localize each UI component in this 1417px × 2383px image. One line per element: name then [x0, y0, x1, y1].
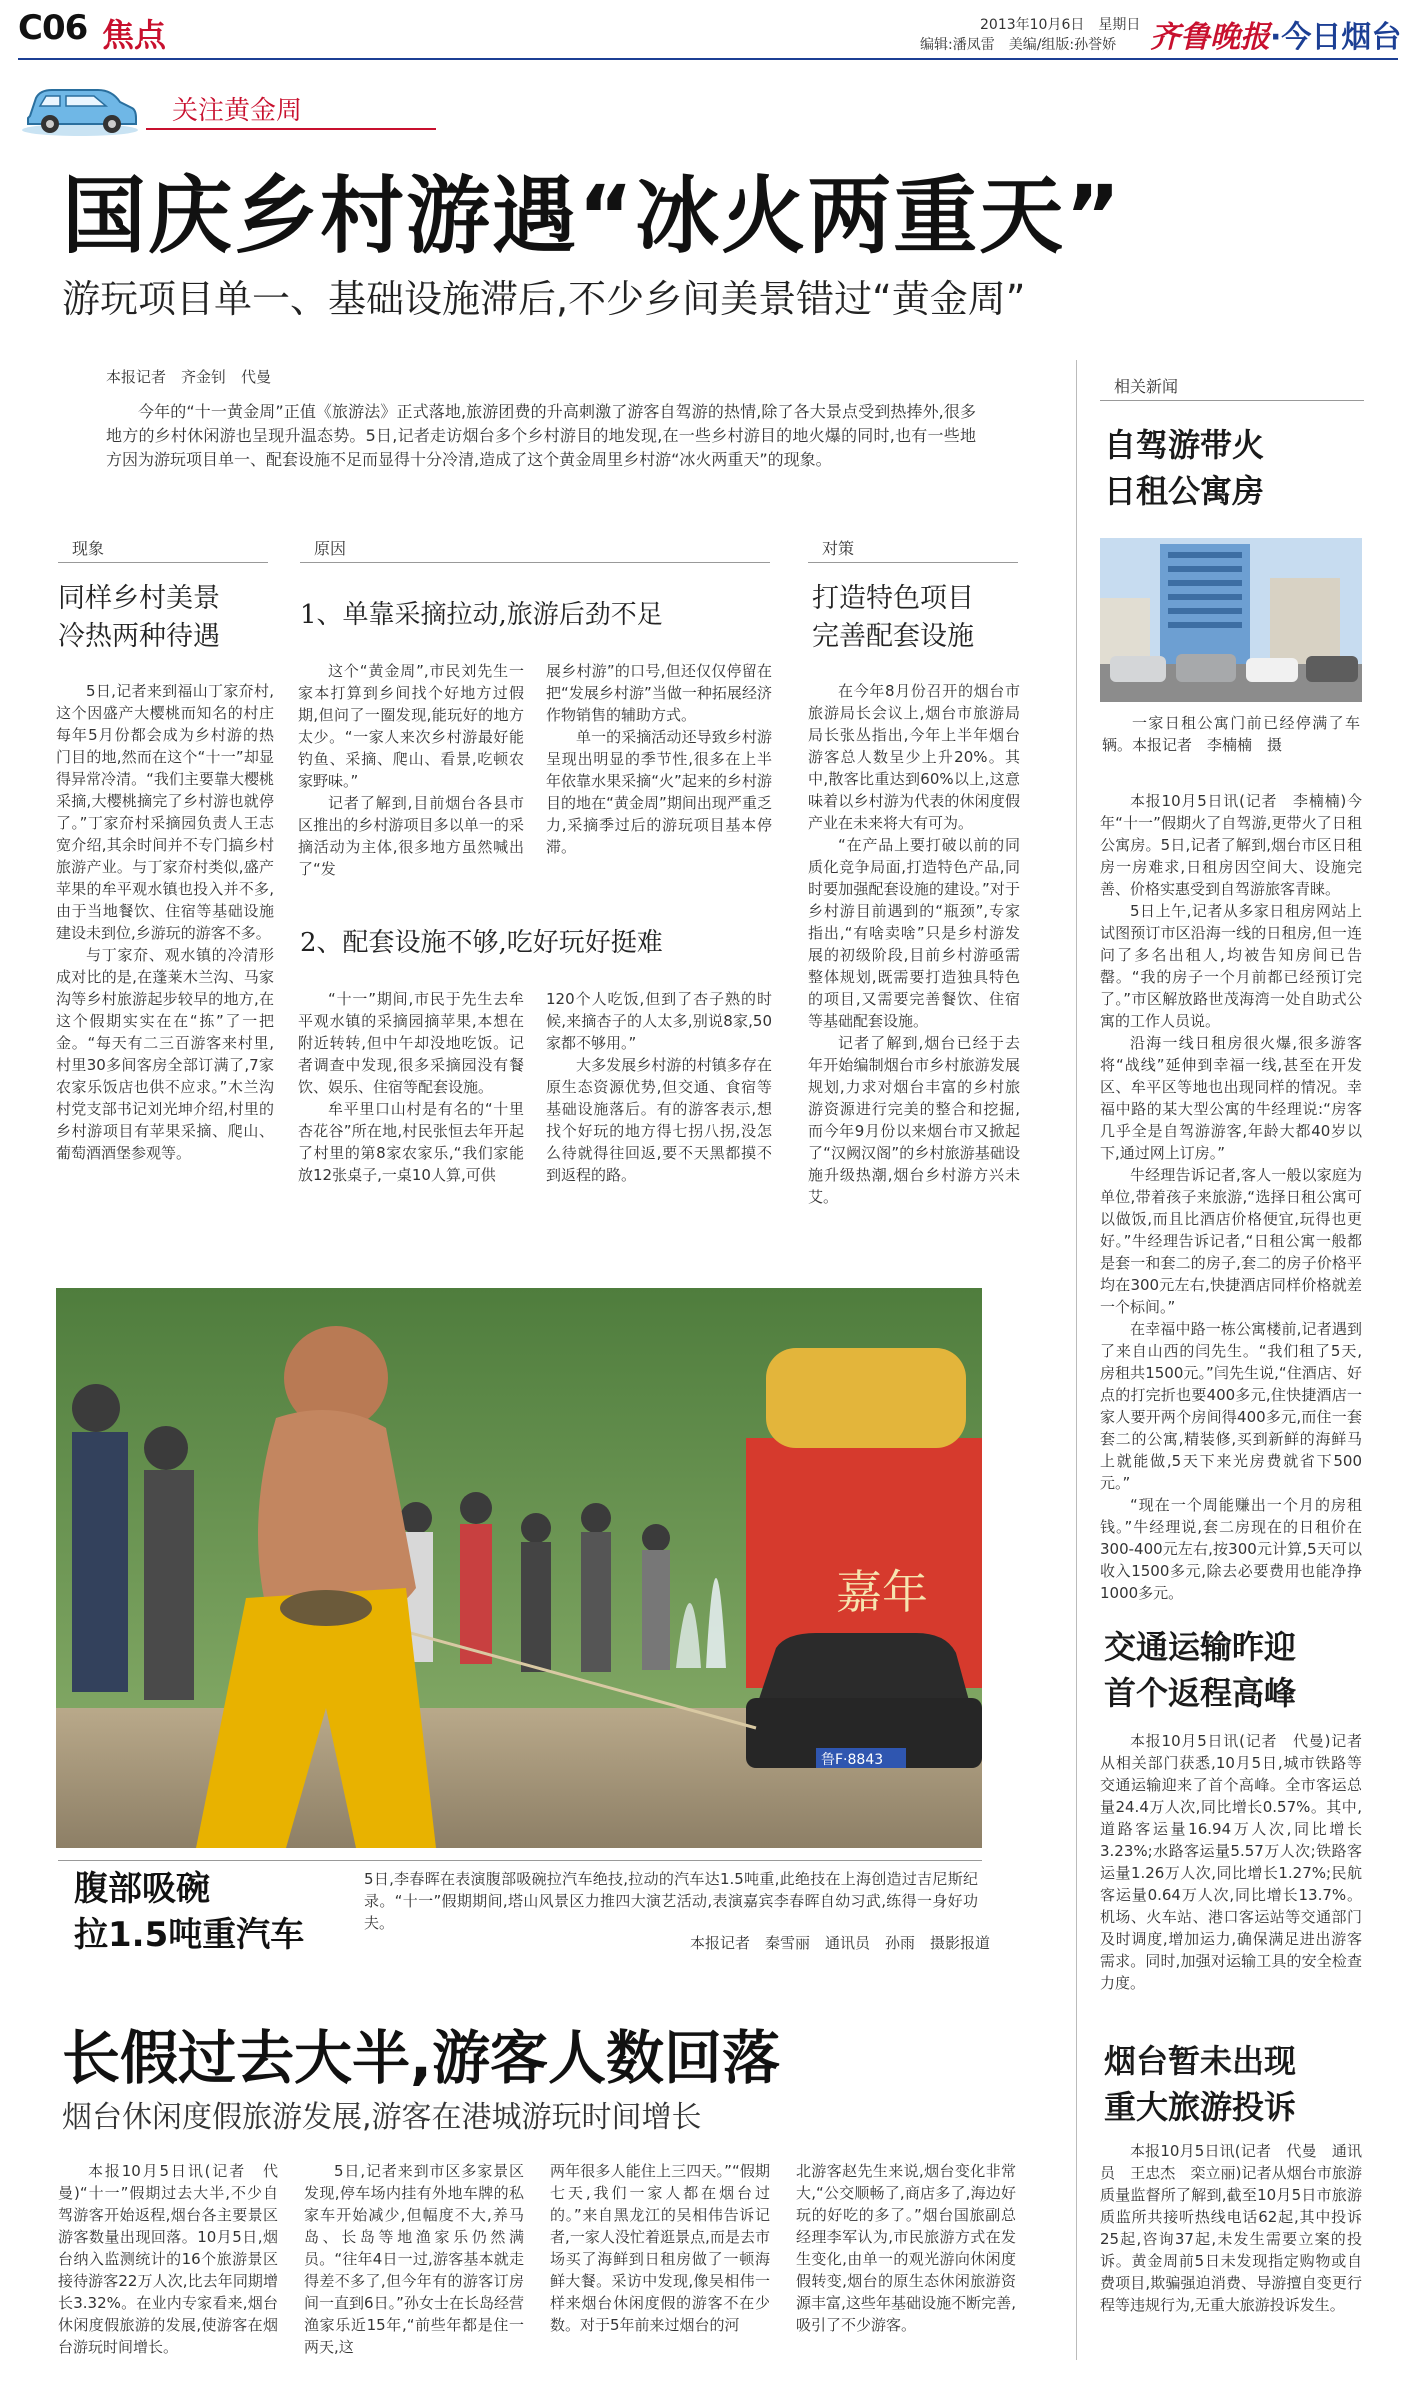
col2-paragraph: 记者了解到,目前烟台各县市区推出的乡村游项目多以单一的采摘活动为主体,很多地方虽然喊出了“发: [298, 794, 524, 878]
col2-block1-right: [546, 660, 772, 858]
sidebar-paragraph: 本报10月5日讯(记者 代曼 通讯员 王忠杰 栾立丽)记者从烟台市旅游质量监督所了解到,截至10月5日市旅游质监所共接听热线电话62起,其中投诉25起,咨询37起,未发生需要立案的投诉。黄金周前5日未发现指定购物或自费项目,欺骗强迫消费、导游擅自变更行程等违规行为,无重大旅游投诉发生。: [1100, 2142, 1362, 2314]
masthead: [0, 0, 1417, 64]
col1-heading: 同样乡村美景 冷热两种待遇: [58, 583, 220, 652]
bottom-subheadline: 烟台休闲度假旅游发展,游客在港城游玩时间增长: [62, 2100, 702, 2135]
photo-credit: 本报记者 秦雪丽 通讯员 孙雨 摄影报道: [690, 1934, 991, 1952]
byline: 本报记者 齐金钊 代曼: [106, 368, 272, 386]
col3-body: [808, 680, 1020, 1208]
topic-tag: [20, 78, 440, 138]
bottom-col-1: 本报10月5日讯(记者 代曼)“十一”假期过去大半,不少自驾游客开始返程,烟台各主要景区游客数量出现回落。10月5日,烟台纳入监测统计的16个旅游景区接待游客22万人次,比去年同期增长3.32%。在业内专家看来,烟台休闲度假旅游的发展,使游客在烟台游玩时间增长。: [58, 2162, 278, 2356]
sidebar-divider: [1076, 360, 1077, 2360]
col3-paragraph: 在今年8月份召开的烟台市旅游局长会议上,烟台市旅游局局长张丛指出,今年上半年烟台游客总人数呈少上升20%。其中,散客比重达到60%以上,这意味着以乡村游为代表的休闲度假产业在未来将大有可为。: [808, 682, 1020, 832]
col2-paragraph: 牟平里口山村是有名的“十里杏花谷”所在地,村民张恒去年开起了村里的第8家农家乐,“我们家能放12张桌子,一桌10人算,可供: [298, 1100, 524, 1184]
col2-paragraph: “十一”期间,市民于先生去牟平观水镇的采摘园摘苹果,本想在附近转转,但中午却没地吃饭。记者调查中发现,很多采摘园没有餐饮、娱乐、住宿等配套设施。: [298, 990, 524, 1096]
col3-paragraph: “在产品上要打破以前的同质化竞争局面,打造特色产品,同时要加强配套设施的建设。”对于乡村游目前遇到的“瓶颈”,专家指出,“有啥卖啥”只是乡村游发展的初级阶段,目前乡村游亟需整体规划,既需要打造独具特色的项目,又需要完善餐饮、住宿等基础配套设施。: [808, 836, 1020, 1030]
col1-body: [56, 680, 274, 1164]
sidebar-story3-body: [1100, 2140, 1362, 2316]
col2-block2-right: [546, 988, 772, 1186]
page-number: C06: [18, 8, 88, 48]
col2-heading-1: 1、单靠采摘拉动,旅游后劲不足: [300, 600, 663, 630]
sidebar-story3-title: 烟台暂未出现 重大旅游投诉: [1104, 2042, 1297, 2126]
sidebar-paragraph: 牛经理告诉记者,客人一般以家庭为单位,带着孩子来旅游,“选择日租公寓可以做饭,而且比酒店价格便宜,玩得也更好。”牛经理告诉记者,“日租公寓一般都是套一和套二的房子,套二的房子价格平均在300元左右,快捷酒店同样价格就差一个标间。”: [1100, 1166, 1362, 1316]
sidebar-paragraph: 在幸福中路一栋公寓楼前,记者遇到了来自山西的闫先生。“我们租了5天,房租共1500元。”闫先生说,“住酒店、好点的打完折也要400多元,住快捷酒店一家人要开两个房间得400多元,而住一套套二的公寓,精装修,买到新鲜的海鲜马上就能做,5天下来光房费就省下500元。”: [1100, 1320, 1362, 1492]
col1-paragraph: 与丁家夼、观水镇的冷清形成对比的是,在蓬莱木兰沟、马家沟等乡村旅游起步较早的地方,在这个假期实实在在“拣”了一把金。“每天有二三百游客来村里,村里30多间客房全部订满了,7家农家乐饭店也供不应求。”木兰沟村党支部书记刘光坤介绍,村里的乡村游项目有苹果采摘、爬山、葡萄酒酒堡参观等。: [56, 946, 274, 1162]
lead-paragraph: [106, 400, 976, 472]
sidebar-story1-body: [1100, 790, 1362, 1604]
col2-paragraph: 120个人吃饭,但到了杏子熟的时候,来摘杏子的人太多,别说8家,50家都不够用。”: [546, 990, 772, 1052]
col1-paragraph: 5日,记者来到福山丁家夼村,这个因盛产大樱桃而知名的村庄每年5月份都会成为乡村游的热门目的地,然而在这个“十一”却显得异常冷清。“我们主要靠大樱桃采摘,大樱桃摘完了乡村游也就停了。”丁家夼村采摘园负责人王志宽介绍,其余时间并不专门搞乡村旅游产业。与丁家夼村类似,盛产苹果的牟平观水镇也投入并不多,由于当地餐饮、住宿等基础设施建设未到位,乡游玩的游客不多。: [56, 682, 274, 942]
sidebar-story1-title: 自驾游带火 日租公寓房: [1104, 426, 1265, 510]
bottom-col-2: 5日,记者来到市区多家景区发现,停车场内挂有外地车牌的私家车开始减少,但幅度不大,养马岛、长岛等地渔家乐仍然满员。“往年4日一过,游客基本就走得差不多了,但今年有的游客订房间一直到6日。”孙女士在长岛经营渔家乐近15年,“前些年都是住一两天,这: [304, 2162, 524, 2356]
bottom-col-3: 两年很多人能住上三四天。”“假期七天,我们一家人都在烟台过的。”来自黑龙江的吴相伟告诉记者,一家人没忙着逛景点,而是去市场买了海鲜到日租房做了一顿海鲜大餐。采访中发现,像吴相伟一样来烟台休闲度假的游客不在少数。对于5年前来过烟台的河: [550, 2162, 770, 2334]
sidebar-story1-photo: [1100, 538, 1362, 702]
section-label-reason: 原因: [300, 536, 770, 563]
col2-paragraph: 这个“黄金周”,市民刘先生一家本打算到乡间找个好地方过假期,但问了一圈发现,能玩好的地方太少。“一家人来次乡村游最好能钓鱼、采摘、爬山、看景,吃顿农家野味。”: [298, 662, 524, 790]
sidebar-story2-body: [1100, 1730, 1362, 1994]
sidebar-paragraph: 本报10月5日讯(记者 代曼)记者从相关部门获悉,10月5日,城市铁路等交通运输迎来了首个高峰。全市客运总量24.4万人次,同比增长0.57%。其中,道路客运量16.94万人次,同比增长3.23%;水路客运量5.57万人次;铁路客运量1.26万人次,同比增长1.27%;民航客运量0.64万人次,同比增长13.7%。机场、火车站、港口客运站等交通部门及时调度,增加运力,确保满足进出游客需求。同时,加强对运输工具的安全检查力度。: [1100, 1732, 1362, 1992]
brand-logo: [1150, 12, 1401, 56]
photo-caption-title: 腹部吸碗 拉1.5吨重汽车: [74, 1869, 305, 1955]
bottom-headline: 长假过去大半,游客人数回落: [62, 2024, 781, 2092]
car-icon: [20, 78, 140, 138]
photo-caption: 5日,李春晖在表演腹部吸碗拉汽车绝技,拉动的汽车达1.5吨重,此绝技在上海创造过吉尼斯纪录。“十一”假期期间,塔山风景区力推四大演艺活动,表演嘉宾李春晖自幼习武,练得一身好功夫。: [364, 1870, 978, 1932]
date-line: 2013年10月6日 星期日: [980, 17, 1141, 33]
brand-name: 齐鲁晚报: [1150, 20, 1270, 55]
banner-text: 嘉年: [836, 1565, 928, 1619]
sidebar-paragraph: 沿海一线日租房很火爆,很多游客将“战线”延伸到幸福一线,甚至在开发区、牟平区等地也出现同样的情况。幸福中路的某大型公寓的牛经理说:“房客几乎全是自驾游游客,年龄大都40岁以下,通过网上订房。”: [1100, 1034, 1362, 1162]
col2-block1-left: [298, 660, 524, 880]
col2-block2-left: [298, 988, 524, 1186]
section-name: 焦点: [102, 16, 167, 54]
license-plate: 鲁F·8843: [821, 1752, 884, 1768]
col3-heading: 打造特色项目 完善配套设施: [812, 583, 974, 652]
topic-divider: [146, 128, 436, 130]
edition-name: ·今日烟台: [1270, 20, 1402, 55]
col2-paragraph: 展乡村游”的口号,但还仅仅停留在把“发展乡村游”当做一种拓展经济作物销售的辅助方式。: [546, 662, 772, 724]
topic-label: 关注黄金周: [172, 96, 303, 126]
col2-heading-2: 2、配套设施不够,吃好玩好挺难: [300, 928, 663, 958]
bottom-col-4: 北游客赵先生来说,烟台变化非常大,“公交顺畅了,商店多了,海边好玩的好吃的多了。”烟台国旅副总经理李军认为,市民旅游方式在发生变化,由单一的观光游向休闲度假转变,烟台的原生态休闲旅游资源丰富,这些年基础设施不断完善,吸引了不少游客。: [796, 2162, 1016, 2334]
main-photo: [56, 1288, 982, 1848]
strongman-photo: [56, 1288, 982, 1848]
masthead-rule: [18, 58, 1398, 60]
sidebar-paragraph: “现在一个周能赚出一个月的房租钱。”牛经理说,套二房现在的日租价在300-400元左右,按300元计算,5天可以收入1500多元,除去必要费用也能净挣1000多元。: [1100, 1496, 1362, 1602]
sidebar-label: 相关新闻: [1100, 374, 1364, 401]
photo-caption-rule: [58, 1860, 982, 1861]
section-label-solution: 对策: [808, 536, 1018, 563]
sidebar-story1-photo-caption: 一家日租公寓门前已经停满了车辆。本报记者 李楠楠 摄: [1102, 714, 1360, 754]
main-subheadline: 游玩项目单一、基础设施滞后,不少乡间美景错过“黄金周”: [62, 277, 1026, 321]
editor-credits: 编辑:潘凤雷 美编/组版:孙誉娇: [920, 37, 1117, 53]
sidebar-story2-title: 交通运输昨迎 首个返程高峰: [1104, 1628, 1297, 1712]
lead-text: 今年的“十一黄金周”正值《旅游法》正式落地,旅游团费的升高刺激了游客自驾游的热情,除了各大景点受到热捧外,很多地方的乡村休闲游也呈现升温态势。5日,记者走访烟台多个乡村游目的地发现,在一些乡村游目的地火爆的同时,也有一些地方因为游玩项目单一、配套设施不足而显得十分冷清,造成了这个黄金周里乡村游“冰火两重天”的现象。: [106, 402, 976, 469]
sidebar-paragraph: 5日上午,记者从多家日租房网站上试图预订市区沿海一线的日租房,但一连问了多名出租人,均被告知房间已告罄。“我的房子一个月前都已经预订完了。”市区解放路世茂海湾一处自助式公寓的工作人员说。: [1100, 902, 1362, 1030]
apartment-photo: [1100, 538, 1362, 702]
col3-paragraph: 记者了解到,烟台已经于去年开始编制烟台市乡村旅游发展规划,力求对烟台丰富的乡村旅游资源进行完美的整合和挖掘,而今年9月份以来烟台市又掀起了“汉阙汉阁”的乡村旅游基础设施升级热潮,烟台乡村游方兴未艾。: [808, 1034, 1020, 1206]
col2-paragraph: 单一的采摘活动还导致乡村游呈现出明显的季节性,很多在上半年依靠水果采摘“火”起来的乡村游目的地在“黄金周”期间出现严重乏力,采摘季过后的游玩项目基本停滞。: [546, 728, 772, 856]
section-label-phenomenon: 现象: [58, 536, 268, 563]
col2-paragraph: 大多发展乡村游的村镇多存在原生态资源优势,但交通、食宿等基础设施落后。有的游客表示,想找个好玩的地方得七拐八拐,没怎么待就得往回返,要不天黑都摸不到返程的路。: [546, 1056, 772, 1184]
main-headline: 国庆乡村游遇“冰火两重天”: [62, 167, 1123, 265]
sidebar-paragraph: 本报10月5日讯(记者 李楠楠)今年“十一”假期火了自驾游,更带火了日租公寓房。5日,记者了解到,烟台市区日租房一房难求,日租房因空间大、设施完善、价格实惠受到自驾游旅客青睐。: [1100, 792, 1362, 898]
